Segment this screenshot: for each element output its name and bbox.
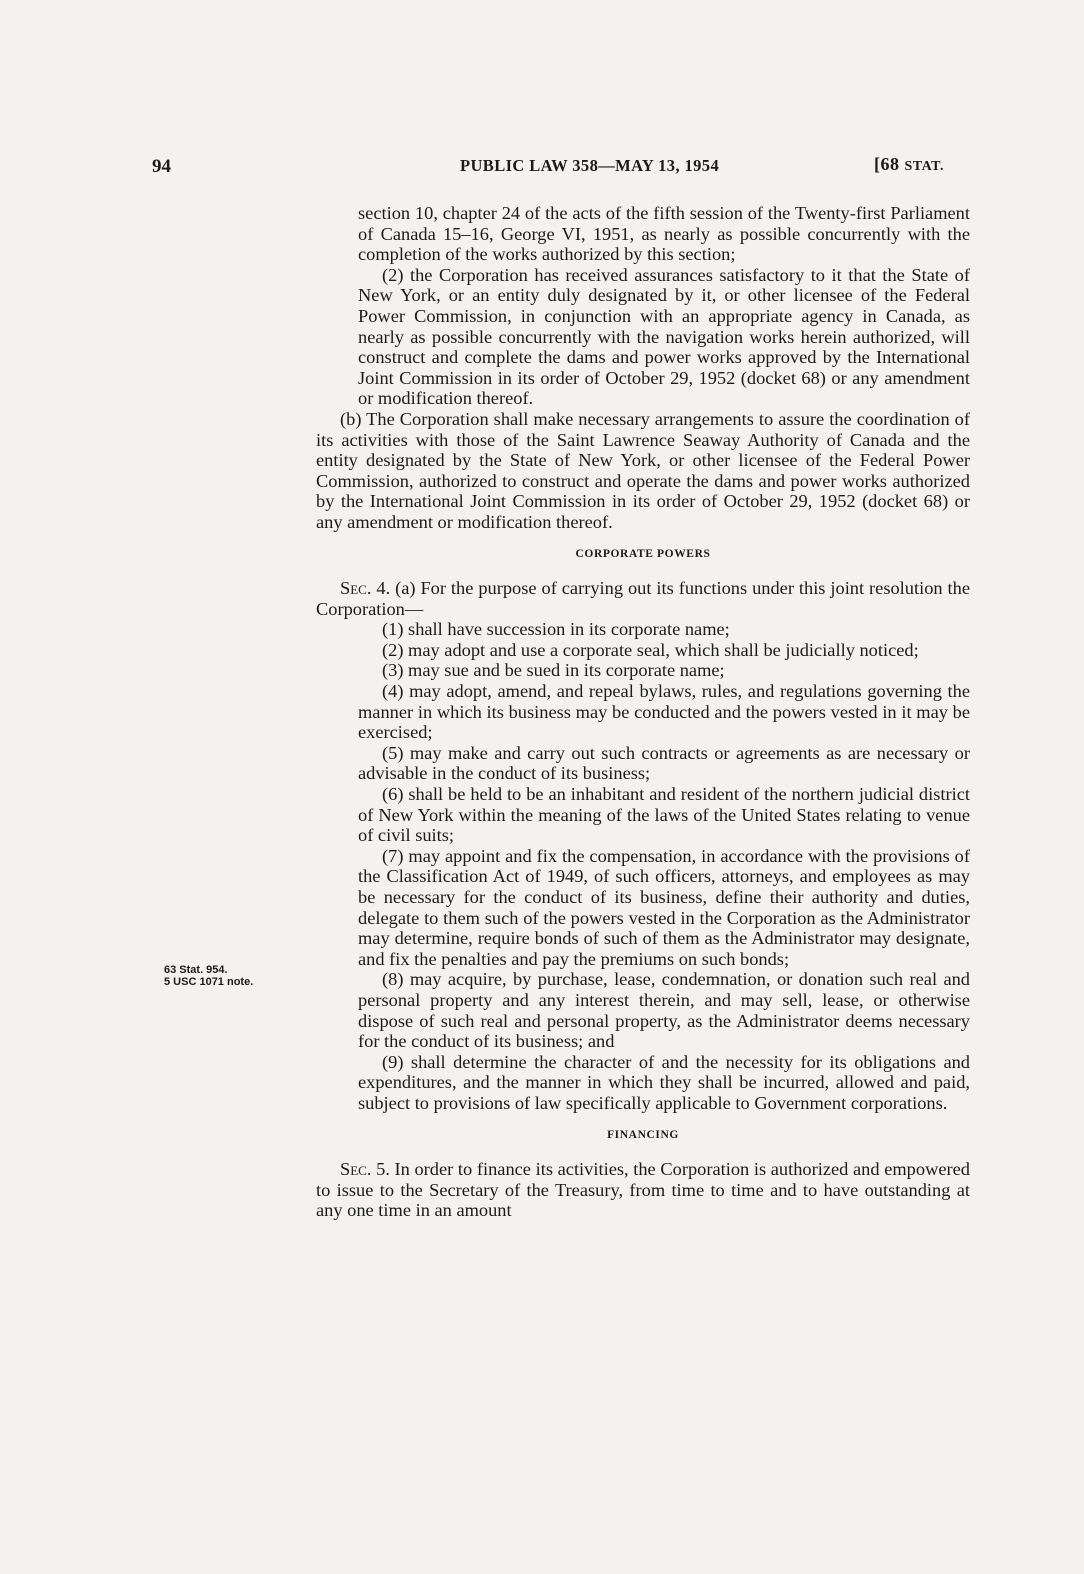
list-item: (3) may sue and be sued in its corporate name; (382, 660, 725, 681)
paragraph: (2) the Corporation has received assurances satisfactory to it that the State of New York, or an entity duly designated by it, or other licensee of the Federal Power Commission, in conjunction with an appropriate agency in Canada, as nearly as possible concurrently with the navigation works herein authorized, will construct and complete the dams and power works approved by the International Joint Commission in its order of October 29, 1952 (docket 68) or any amendment or modification thereof. (358, 264, 970, 409)
running-title: PUBLIC LAW 358—MAY 13, 1954 (460, 156, 720, 175)
section-heading: FINANCING (607, 1128, 679, 1141)
section-label: Sec. 5. (340, 1159, 390, 1180)
list-item: (2) may adopt and use a corporate seal, which shall be judicially noticed; (382, 639, 919, 660)
list-item: (4) may adopt, amend, and repeal bylaws, rules, and regulations governing the manner in which its business may be conducted and the powers vested in it may be exercised; (358, 681, 970, 743)
page-number: 94 (152, 156, 171, 177)
section-heading: CORPORATE POWERS (575, 547, 711, 560)
list-item: (1) shall have succession in its corporate name; (382, 619, 730, 640)
document-body (316, 203, 970, 1221)
list-item: (8) may acquire, by purchase, lease, condemnation, or donation such real and personal property and any interest therein, and may sell, lease, or otherwise dispose of such real and personal property, as the Administrator deems necessary for the conduct of its business; and (358, 969, 970, 1052)
section-label: Sec. 4. (340, 578, 391, 599)
section-5: Sec. 5. In order to finance its activities, the Corporation is authorized and empowered to issue to the Secretary of the Treasury, from time to time and to have outstanding at any one time in an amount (316, 1159, 970, 1221)
section-4: Sec. 4. (a) For the purpose of carrying out its functions under this joint resolution the Corporation— (316, 578, 970, 619)
list-item: (9) shall determine the character of and the necessity for its obligations and expenditures, and the manner in which they shall be incurred, allowed and paid, subject to provisions of law specifically applicable to Government corporations. (358, 1051, 970, 1113)
list-item: (5) may make and carry out such contracts or agreements as are necessary or advisable in the conduct of its business; (358, 742, 970, 784)
statute-reference: [68 STAT. (874, 154, 944, 174)
paragraph: (b) The Corporation shall make necessary arrangements to assure the coordination of its activities with those of the Saint Lawrence Seaway Authority of Canada and the entity designated by the State of New York, or other licensee of the Federal Power Commission, authorized to construct and operate the dams and power works authorized by the International Joint Commission in its order of October 29, 1952 (docket 68) or any amendment or modification thereof. (316, 408, 970, 532)
list-item: (6) shall be held to be an inhabitant and resident of the northern judicial district of New York within the meaning of the laws of the United States relating to venue of civil suits; (358, 784, 970, 846)
paragraph: section 10, chapter 24 of the acts of the fifth session of the Twenty-first Parliament of Canada 15–16, George VI, 1951, as nearly as possible concurrently with the completion of the works authorized by this section; (358, 203, 970, 265)
margin-note-line: 63 Stat. 954. (164, 964, 228, 976)
margin-note-line: 5 USC 1071 note. (164, 976, 254, 988)
list-item: (7) may appoint and fix the compensation, in accordance with the provisions of the Classification Act of 1949, of such officers, attorneys, and employees as may be necessary for the conduct of its business, define their authority and duties, delegate to them such of the powers vested in the Corporation as the Administrator may determine, require bonds of such of them as the Administrator may designate, and fix the penalties and pay the premiums on such bonds; (358, 845, 970, 969)
page-header (0, 156, 1084, 184)
margin-note (164, 964, 253, 988)
